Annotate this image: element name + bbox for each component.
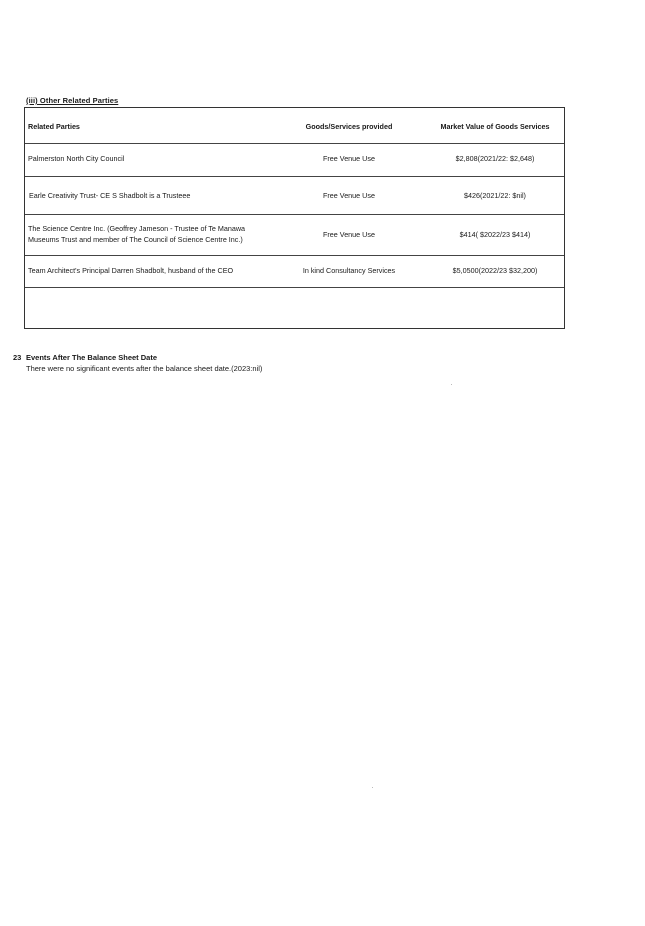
- row-party-line-1: The Science Centre Inc. (Geoffrey Jameson - Trustee of Te Manawa: [28, 224, 246, 233]
- table-empty-row: [25, 288, 564, 328]
- row-party: Earle Creativity Trust- CE S Shadbolt is a Trusteee: [29, 191, 191, 200]
- scan-speck: [372, 787, 373, 788]
- events-number: 23: [13, 353, 22, 362]
- row-service: Free Venue Use: [323, 154, 375, 163]
- row-party-line-2: Museums Trust and member of The Council of Science Centre Inc.): [28, 235, 243, 244]
- events-text: There were no significant events after the balance sheet date.(2023:nil): [26, 364, 263, 373]
- table-header-row: [25, 108, 564, 144]
- row-service: Free Venue Use: [323, 191, 375, 200]
- scan-speck: [451, 384, 452, 385]
- row-service: Free Venue Use: [323, 230, 375, 239]
- table-row: [25, 215, 564, 256]
- row-party: Palmerston North City Council: [28, 154, 125, 163]
- section-heading: (iii) Other Related Parties: [26, 96, 119, 105]
- related-parties-table: [24, 107, 565, 329]
- row-value: $414( $2022/23 $414): [459, 230, 531, 239]
- table-row: [25, 256, 564, 288]
- events-title: Events After The Balance Sheet Date: [26, 353, 158, 362]
- table-row: [25, 144, 564, 177]
- header-goods-services: Goods/Services provided: [305, 122, 393, 131]
- row-value: $426(2021/22: $nil): [464, 191, 526, 200]
- row-value: $2,808(2021/22: $2,648): [455, 154, 535, 163]
- row-value: $5,0500(2022/23 $32,200): [452, 266, 538, 275]
- header-market-value: Market Value of Goods Services: [440, 122, 550, 131]
- header-related-parties: Related Parties: [28, 122, 80, 131]
- table-row: [25, 177, 564, 215]
- row-service: In kind Consultancy Services: [302, 266, 396, 275]
- row-party: Team Architect's Principal Darren Shadbolt, husband of the CEO: [28, 266, 234, 275]
- events-heading: [13, 353, 157, 363]
